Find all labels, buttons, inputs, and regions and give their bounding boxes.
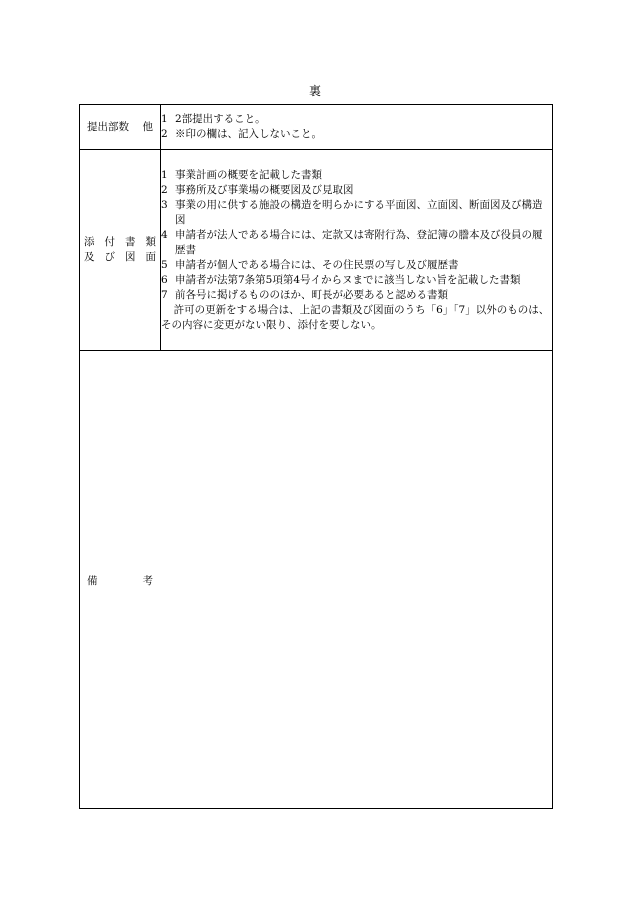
attachment-item <box>161 288 552 303</box>
item-number: 5 <box>161 258 168 271</box>
item-number: 1 <box>161 168 168 181</box>
item-number: 7 <box>161 288 168 301</box>
submission-item <box>161 112 552 127</box>
submission-label-cell <box>80 105 161 150</box>
submission-label: 提出部数 <box>87 120 129 133</box>
label-char: び <box>104 251 115 263</box>
submission-content-cell <box>161 105 553 150</box>
attachment-item <box>161 168 552 183</box>
renewal-note: 許可の更新をする場合は、上記の書類及び図面のうち「6」「7」以外のものは、その内容に変更がない限り、添付を要しない。 <box>161 303 550 331</box>
submission-row <box>80 105 553 150</box>
label-char: 図 <box>125 251 136 263</box>
label-char: 面 <box>145 251 156 263</box>
item-number: 4 <box>161 228 168 241</box>
remarks-cell[interactable] <box>80 351 553 809</box>
attachments-row <box>80 150 553 351</box>
attachments-content-cell <box>161 150 553 351</box>
item-number: 6 <box>161 273 168 286</box>
label-char: 添 <box>84 236 95 248</box>
attachment-item <box>161 258 552 273</box>
remarks-row <box>80 351 553 809</box>
item-text: 2部提出すること。 <box>175 113 266 125</box>
attachments-label-line2 <box>84 250 156 265</box>
label-char: 付 <box>104 236 115 248</box>
attachment-item <box>161 198 552 228</box>
remarks-label-char: 備 <box>87 575 98 587</box>
attachments-label-line1 <box>84 235 156 250</box>
attachment-item <box>161 228 552 258</box>
item-text: 申請者が法人である場合には、定款又は寄附行為、登記簿の謄本及び役員の履歴書 <box>175 228 543 256</box>
page-title: 裏 <box>308 84 321 98</box>
submission-item <box>161 127 552 142</box>
remarks-label-char: 考 <box>142 575 153 587</box>
item-text: 事業の用に供する施設の構造を明らかにする平面図、立面図、断面図及び構造図 <box>175 198 543 226</box>
label-char: 書 <box>125 236 136 248</box>
item-number: 1 <box>161 113 168 125</box>
label-char: 類 <box>145 236 156 248</box>
item-text: 事務所及び事業場の概要図及び見取図 <box>175 183 354 196</box>
item-text: 前各号に掲げるもののほか、町長が必要あると認める書類 <box>175 288 448 301</box>
item-number: 3 <box>161 198 168 211</box>
submission-label-other: 他 <box>142 120 153 133</box>
label-char: 及 <box>84 251 95 263</box>
item-text: 申請者が法第7条第5項第4号イからヌまでに該当しない旨を記載した書類 <box>175 273 521 286</box>
form-table <box>79 104 553 809</box>
attachment-item <box>161 183 552 198</box>
attachments-label-cell <box>80 150 161 351</box>
item-text: 事業計画の概要を記載した書類 <box>175 168 322 181</box>
item-number: 2 <box>161 183 168 196</box>
item-text: ※印の欄は、記入しないこと。 <box>175 128 322 140</box>
attachment-item <box>161 273 552 288</box>
item-text: 申請者が個人である場合には、その住民票の写し及び履歴書 <box>175 258 459 271</box>
item-number: 2 <box>161 128 168 140</box>
remarks-label <box>80 570 160 589</box>
